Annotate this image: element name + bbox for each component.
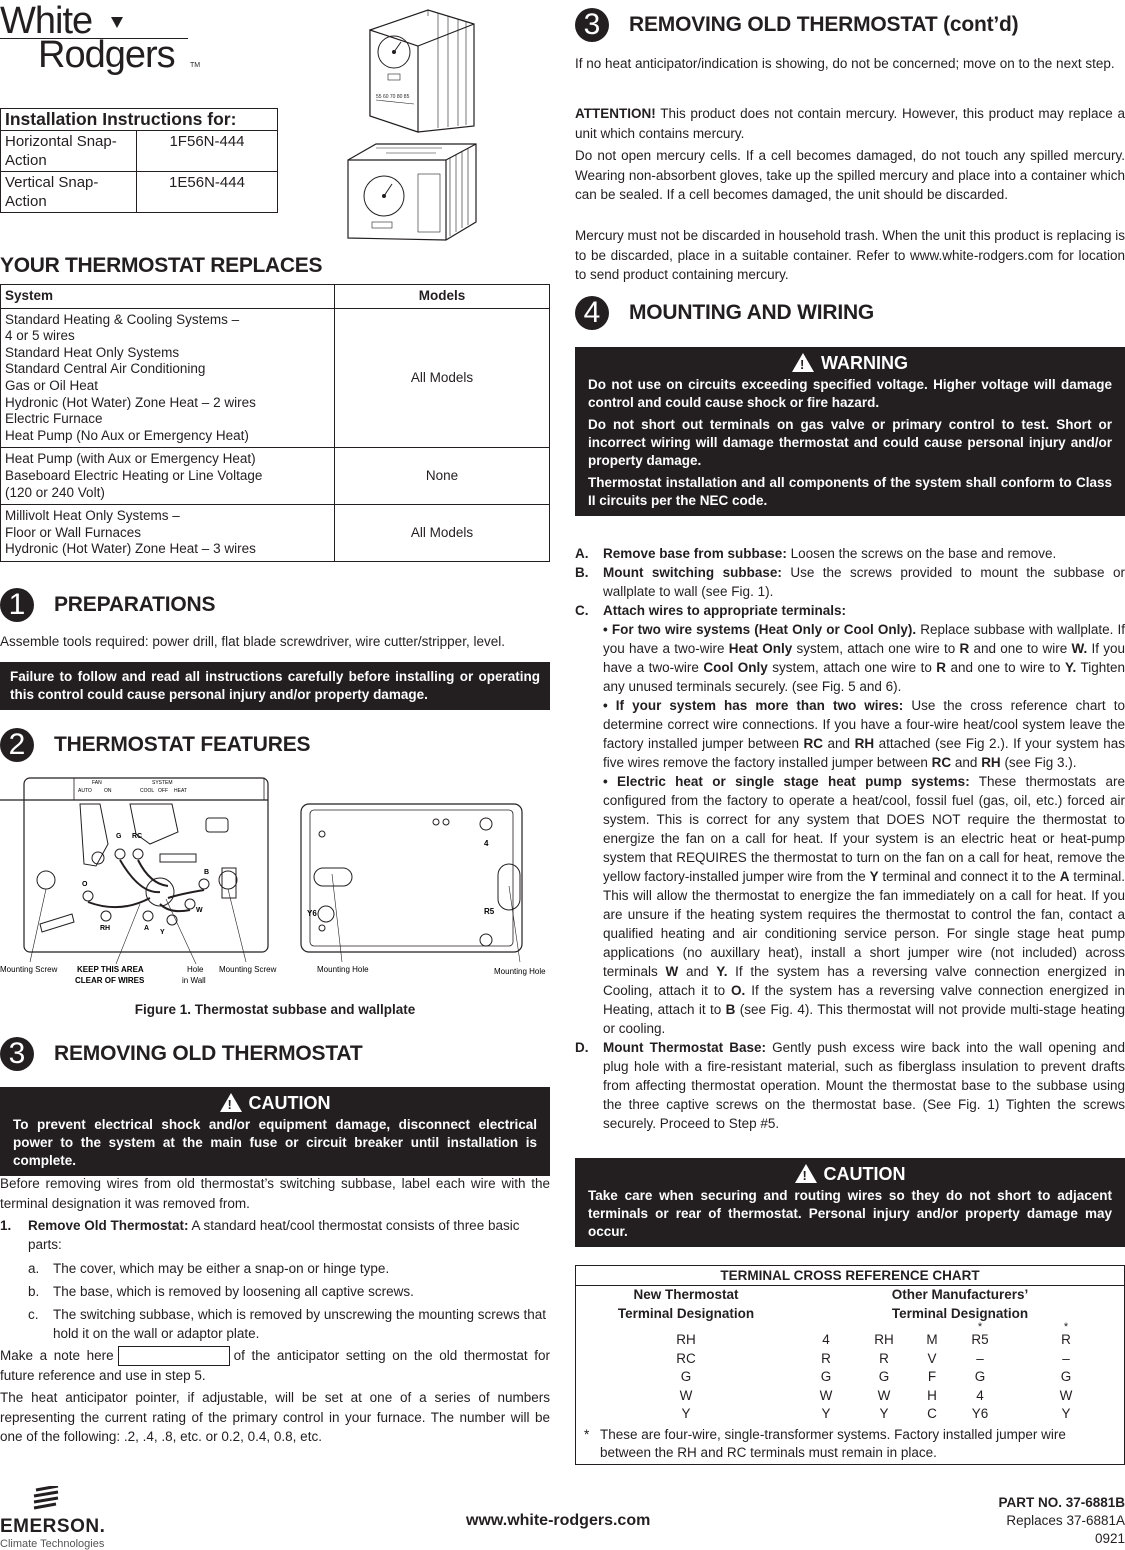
xref-table	[576, 1286, 1124, 1424]
thermostat-horizontal-image	[346, 140, 480, 244]
models-cell: None	[335, 448, 550, 505]
label-in-wall: in Wall	[182, 976, 206, 985]
system-line: Electric Furnace	[5, 411, 103, 427]
logo-tm: TM	[190, 62, 201, 69]
text-run: attached (see Fig 2.). If your system has five wires remove the factory installed jumper between	[603, 736, 1125, 770]
attention-label: ATTENTION!	[575, 106, 656, 121]
section-number: 3	[0, 1037, 34, 1071]
text-run: B	[725, 1002, 736, 1017]
table-row	[576, 1350, 1124, 1369]
list-item	[0, 1282, 550, 1301]
terminal-r5: R5	[484, 907, 495, 916]
footnote-text: These are four-wire, single-transformer systems. Factory installed jumper wire between the RH and RC terminals must remain in place.	[600, 1426, 1066, 1460]
system-cell	[1, 448, 335, 505]
caution-box	[0, 1087, 550, 1176]
terminal-o: O	[82, 881, 88, 888]
step-text: Gently push excess wire back into the wall opening and plug hole with a fire-resistant material, such as fiberglass insulation to prevent drafts from affecting thermostat operation. Mount the thermostat base to the subbase using the three captive screws on the thermostat base. (See Fig. 1) Tighten the screws securely. Proceed to Step #5.	[603, 1040, 1125, 1131]
warning-text: Thermostat installation and all components of the system shall conform to Class II circuits per the NEC code.	[588, 475, 1112, 508]
warning-icon: !	[220, 1093, 242, 1112]
sec3b-p2	[575, 104, 1125, 143]
text-run: and	[678, 964, 717, 979]
cell: G	[878, 1369, 890, 1384]
fig-cool-label: COOL	[140, 788, 155, 794]
system-line: Millivolt Heat Only Systems –	[5, 508, 180, 524]
part-number-block	[998, 1494, 1125, 1548]
cell: G	[680, 1369, 692, 1384]
list-item	[0, 1305, 550, 1343]
replaces-heading: YOUR THERMOSTAT REPLACES	[0, 254, 323, 277]
table-row	[576, 1387, 1124, 1406]
fig-auto-label: AUTO	[78, 788, 92, 794]
warning-title: WARNING	[821, 352, 908, 373]
emerson-emblem-icon	[30, 1486, 90, 1516]
sub-text: The switching subbase, which is removed by unscrewing the mounting screws that hold it on the wall or adaptor plate.	[53, 1307, 546, 1341]
replaces-number: Replaces 37-6881A	[1006, 1513, 1125, 1528]
sub-text: The base, which is removed by loosening all captive screws.	[53, 1284, 414, 1299]
logo-rodgers: Rodgers	[38, 34, 175, 76]
step-title: Mount switching subbase:	[603, 565, 782, 580]
warning-text: Do not short out terminals on gas valve or primary control to test. Short or incorrect wiring will damage thermostat and could cause personal injury and/or property damage.	[588, 417, 1112, 468]
caution-title: CAUTION	[248, 1092, 331, 1113]
caution-text: To prevent electrical shock and/or equipment damage, disconnect electrical power to the system at the main fuse or circuit breaker until installation is complete.	[13, 1117, 537, 1168]
system-line: Standard Heating & Cooling Systems –	[5, 311, 240, 327]
sec3b-p1: If no heat anticipator/indication is showing, do not be concerned; move on to the next step.	[575, 56, 1115, 71]
install-model: 1F56N-444	[137, 131, 278, 172]
section-number: 4	[575, 296, 609, 330]
text-run: If the system has a reversing valve connection energized in Cooling, attach it to	[603, 964, 1125, 998]
text-run: Use the cross reference chart to determine correct wire connections. If you have a four-wire heat/cool system leave the factory installed jumper between	[603, 698, 1125, 751]
system-cell	[1, 505, 335, 562]
text-run: and one to wire	[969, 641, 1072, 656]
replaces-table	[0, 284, 550, 562]
table-row	[1, 131, 278, 172]
step-label: B.	[575, 565, 589, 580]
terminal-cross-reference-chart	[575, 1265, 1125, 1465]
list-item	[575, 563, 1125, 601]
terminal-y6: Y6	[307, 909, 317, 918]
text-run: terminal and connect it to the	[878, 869, 1060, 884]
warning-icon: !	[795, 1164, 817, 1183]
text-run: RC	[803, 736, 823, 751]
system-line: Floor or Wall Furnaces	[5, 524, 142, 540]
sub-label: a.	[28, 1261, 40, 1276]
label-keep-area: KEEP THIS AREA	[77, 965, 144, 974]
cell: RH	[874, 1332, 894, 1347]
text-run: O.	[731, 983, 746, 998]
cell: G	[1060, 1369, 1072, 1384]
install-model: 1E56N-444	[137, 172, 278, 213]
section-1-header	[0, 588, 215, 622]
text-run: RH	[854, 736, 875, 751]
system-line: Hydronic (Hot Water) Zone Heat – 3 wires	[5, 541, 256, 557]
cell: H	[927, 1387, 937, 1403]
text-run: W.	[1071, 641, 1088, 656]
label-clear-wires: CLEAR OF WIRES	[75, 976, 145, 985]
section-number: 2	[0, 728, 34, 762]
text-run: Y	[869, 869, 879, 884]
table-row	[576, 1405, 1124, 1424]
header-new-sub: Terminal Designation	[617, 1305, 755, 1321]
cell: V	[927, 1350, 937, 1366]
cell: Y	[1061, 1406, 1071, 1421]
label-hole: Hole	[187, 965, 204, 974]
text-run: system, attach one wire to	[767, 660, 937, 675]
cell: R	[879, 1350, 889, 1366]
cell: Y	[681, 1406, 691, 1421]
system-line: Standard Central Air Conditioning	[5, 361, 206, 377]
part-number: PART NO. 37-6881B	[998, 1495, 1125, 1510]
figure-caption: Figure 1. Thermostat subbase and wallplate	[134, 1002, 416, 1017]
install-type: Vertical Snap-Action	[1, 172, 137, 213]
table-row	[576, 1331, 1124, 1350]
warning-text: Do not use on circuits exceeding specified voltage. Higher voltage will damage control and could cause shock or fire hazard.	[588, 377, 1112, 410]
text-run: RC	[931, 755, 952, 770]
bullet-title: • For two wire systems (Heat Only or Cool Only).	[603, 622, 917, 637]
text-run: R	[936, 660, 947, 675]
system-line: Heat Pump (No Aux or Emergency Heat)	[5, 427, 249, 443]
preparations-warning: Failure to follow and read all instructions carefully before installing or operating this control could cause personal injury and/or property damage.	[0, 662, 550, 710]
caution-box-2	[575, 1158, 1125, 1247]
table-row	[1, 308, 550, 448]
logo-arrow-icon	[111, 17, 123, 28]
caution-header	[13, 1093, 537, 1112]
header-other-sub: Terminal Designation	[891, 1305, 1029, 1321]
text-run: (see Fig 3.).	[1000, 755, 1077, 770]
text-run: terminal. This will allow the thermostat to energize the fan immediately on a call for heat. If you are unsure if the heating system requires the thermostat to control the fan, contact a qualified heating and air conditioning service person. For single stage heat pump applications (no auxillary heat), install a short jumper wire (not included) across terminals	[603, 869, 1125, 979]
figure-1-diagram	[0, 774, 550, 992]
cell: M	[926, 1332, 938, 1347]
fig-on-label: ON	[104, 788, 112, 794]
list-item	[575, 696, 1125, 772]
terminal-w: W	[196, 907, 203, 914]
cell: R5	[971, 1332, 989, 1347]
sec3b-p4: Mercury must not be discarded in household trash. When the unit this product is replacing is to be discarded, place in a suitable container. Refer to www.white-rodgers.com for location to send product containing mercury.	[575, 228, 1125, 282]
emerson-sub: Climate Technologies	[0, 1538, 105, 1550]
text-run: W	[665, 964, 679, 979]
terminal-rc: RC	[132, 833, 143, 840]
system-line: Standard Heat Only Systems	[5, 344, 180, 360]
list-item	[0, 1216, 550, 1254]
section-title: PREPARATIONS	[54, 593, 216, 616]
step-title: Remove base from subbase:	[603, 546, 787, 561]
text-run: and	[951, 755, 982, 770]
section-2-header	[0, 728, 310, 762]
text-run: Replace subbase with wallplate. If you have a two-wire	[603, 622, 1125, 656]
section-number: 3	[575, 8, 609, 42]
cell: R	[1061, 1332, 1071, 1347]
bullet-title: • If your system has more than two wires:	[603, 698, 904, 713]
attention-text: This product does not contain mercury. However, this product may replace a unit which contains mercury.	[575, 106, 1125, 141]
step-title: Remove Old Thermostat:	[28, 1218, 189, 1233]
logo-white: White	[0, 0, 93, 42]
warning-box	[575, 347, 1125, 516]
cell: RC	[676, 1350, 696, 1366]
fig-heat-label: HEAT	[174, 788, 187, 794]
label-mounting-screw-right: Mounting Screw	[219, 965, 277, 974]
cell: W	[679, 1387, 693, 1403]
svg-text:55 60 70 80 85: 55 60 70 80 85	[376, 94, 410, 100]
caution-header	[588, 1164, 1112, 1183]
header-other: Other Manufacturers’	[891, 1287, 1029, 1302]
list-item	[0, 1259, 550, 1278]
mounting-steps	[575, 544, 1125, 1133]
text-run: If the system has a reversing valve connection energized in Heating, attach it to	[603, 983, 1125, 1017]
step-title: Attach wires to appropriate terminals:	[603, 603, 847, 618]
footnote-star: *	[584, 1426, 590, 1442]
cell: Y6	[971, 1406, 989, 1421]
section-title: THERMOSTAT FEATURES	[54, 733, 311, 756]
step-label: C.	[575, 603, 589, 618]
text-run: Heat Only	[728, 641, 793, 656]
cell: W	[1059, 1387, 1073, 1403]
step-text: Use the screws provided to mount the subbase or wallplate to wall (see Fig. 1).	[603, 565, 1125, 599]
cell: Y	[879, 1406, 889, 1421]
text-run: A	[1059, 869, 1070, 884]
list-item	[575, 772, 1125, 1038]
fig-system-label: SYSTEM	[152, 780, 173, 786]
caution-title: CAUTION	[823, 1163, 906, 1184]
cell: RH	[676, 1332, 696, 1347]
text-run: RH	[981, 755, 1001, 770]
table-row	[1, 448, 550, 505]
terminal-rh: RH	[100, 925, 111, 932]
cell: F	[927, 1369, 937, 1384]
installation-table	[0, 108, 278, 213]
terminal-g: G	[116, 833, 122, 840]
text-run: Cool Only	[703, 660, 768, 675]
section-4-header	[575, 296, 874, 330]
list-item	[575, 601, 1125, 620]
section-title: REMOVING OLD THERMOSTAT (cont’d)	[629, 13, 1019, 36]
models-cell: All Models	[335, 308, 550, 448]
thermostat-vertical-image	[368, 8, 478, 134]
col-header-system: System	[1, 285, 335, 309]
text-run: If you have a two-wire	[603, 641, 1125, 675]
cell: –	[976, 1350, 984, 1366]
step-label: 1.	[0, 1218, 12, 1233]
terminal-y: Y	[160, 929, 165, 936]
cell: W	[877, 1387, 891, 1403]
fig-fan-label: FAN	[92, 780, 102, 786]
text-run: system, attach one wire to	[792, 641, 960, 656]
section-3-header	[0, 1037, 362, 1071]
cell: 4	[976, 1387, 984, 1403]
header-new: New Thermostat	[633, 1287, 739, 1302]
cell: W	[819, 1387, 833, 1403]
preparations-text: Assemble tools required: power drill, flat blade screwdriver, wire cutter/stripper, level.	[0, 634, 505, 649]
installation-table-title: Installation Instructions for:	[1, 109, 278, 131]
cell: Y	[821, 1406, 831, 1421]
table-row	[576, 1368, 1124, 1387]
section-3b-header	[575, 8, 1018, 42]
bullet-title: • Electric heat or single stage heat pump systems:	[603, 774, 970, 789]
date-code: 0921	[1094, 1531, 1125, 1546]
section-title: REMOVING OLD THERMOSTAT	[54, 1042, 363, 1065]
sec3b-p3: Do not open mercury cells. If a cell becomes damaged, do not touch any spilled mercury. Wearing non-absorbent gloves, take up the spilled mercury and place into a container which can be sealed. If a cell becomes damaged, the unit should be discarded.	[575, 148, 1125, 202]
star-marker: *	[977, 1321, 983, 1333]
system-line: Baseboard Electric Heating or Line Voltage	[5, 467, 263, 483]
text-run: These thermostats are configured from the factory to operate a heat/cool, fossil fuel (gas, oil, etc.) forced air system. This is correct for any system that DOES NOT require the thermostat to energize the fan on a call for heat. If your system is an electric heat or heat-pump system that REQUIRES the thermostat to turn on the fan on a call for heat, remove the yellow factory-installed jumper wire from the	[603, 774, 1125, 884]
cell: G	[820, 1369, 832, 1384]
anticipator-note	[0, 1346, 550, 1386]
text-run: Tighten any unused terminals securely. (see Fig. 5 and 6).	[603, 660, 1125, 694]
table-row	[1, 505, 550, 562]
text-run: and	[823, 736, 855, 751]
chart-title: TERMINAL CROSS REFERENCE CHART	[576, 1266, 1124, 1286]
xref-footnote	[576, 1424, 1124, 1464]
label-mounting-hole-left: Mounting Hole	[317, 965, 369, 974]
list-item	[575, 544, 1125, 563]
text-run: (see Fig. 4). This thermostat will not provide multi-stage heating or cooling.	[603, 1002, 1125, 1036]
system-line: (120 or 240 Volt)	[5, 484, 105, 500]
cell: G	[974, 1369, 986, 1384]
terminal-4: 4	[484, 839, 489, 848]
table-row	[1, 172, 278, 213]
warning-header	[588, 353, 1112, 372]
star-marker: *	[1063, 1321, 1069, 1333]
section-number: 1	[0, 588, 34, 622]
text-run: Y.	[1065, 660, 1077, 675]
note-input-box[interactable]	[118, 1346, 230, 1366]
step-label: A.	[575, 546, 589, 561]
label-mounting-screw-left: Mounting Screw	[0, 965, 58, 974]
system-line: Hydronic (Hot Water) Zone Heat – 2 wires	[5, 394, 256, 410]
terminal-a: A	[144, 925, 150, 932]
step-text: Loosen the screws on the base and remove.	[786, 546, 1057, 561]
emerson-text: EMERSON.	[0, 1516, 106, 1537]
col-header-models: Models	[335, 285, 550, 309]
terminal-b: B	[204, 869, 210, 876]
heat-anticipator-text: The heat anticipator pointer, if adjustable, will be set at one of a series of numbers representing the current rating of the primary control in your furnace. The number will be one of the following: .2, .4, .8, etc. or 0.2, 0.4, 0.8, etc.	[0, 1390, 550, 1444]
models-cell: All Models	[335, 505, 550, 562]
note-pre: Make a note here	[0, 1348, 114, 1363]
cell: –	[1062, 1350, 1070, 1366]
step-label: D.	[575, 1040, 589, 1055]
system-line: 4 or 5 wires	[5, 328, 75, 344]
label-mounting-hole-right: Mounting Hole	[494, 967, 546, 976]
step-title: Mount Thermostat Base:	[603, 1040, 766, 1055]
list-item	[575, 1038, 1125, 1133]
sub-text: The cover, which may be either a snap-on or hinge type.	[53, 1261, 390, 1276]
cell: R	[821, 1350, 831, 1366]
website-link[interactable]: www.white-rodgers.com	[466, 1512, 651, 1529]
step-text: A standard heat/cool thermostat consists of three basic parts:	[28, 1218, 520, 1252]
sub-label: c.	[28, 1307, 39, 1322]
note-post: of the anticipator setting on the old thermostat for future reference and use in step 5.	[0, 1348, 551, 1384]
section-title: MOUNTING AND WIRING	[629, 301, 875, 324]
caution-text: Take care when securing and routing wires so they do not short to adjacent terminals or rear of thermostat. Personal injury and/or property damage may occur.	[588, 1188, 1112, 1239]
cell: C	[927, 1406, 937, 1421]
removing-intro: Before removing wires from old thermostat’s switching subbase, label each wire with the terminal designation it was removed from.	[0, 1176, 550, 1211]
text-run: R	[959, 641, 970, 656]
system-line: Gas or Oil Heat	[5, 377, 99, 393]
system-line: Heat Pump (with Aux or Emergency Heat)	[5, 451, 256, 467]
list-item	[575, 620, 1125, 696]
text-run: Y.	[716, 964, 728, 979]
removing-steps	[0, 1216, 550, 1343]
system-cell	[1, 308, 335, 448]
text-run: and one to wire to	[946, 660, 1066, 675]
warning-icon: !	[792, 353, 814, 372]
fig-off-label: OFF	[158, 788, 168, 794]
install-type: Horizontal Snap-Action	[1, 131, 137, 172]
cell: 4	[822, 1332, 830, 1347]
sub-label: b.	[28, 1284, 40, 1299]
